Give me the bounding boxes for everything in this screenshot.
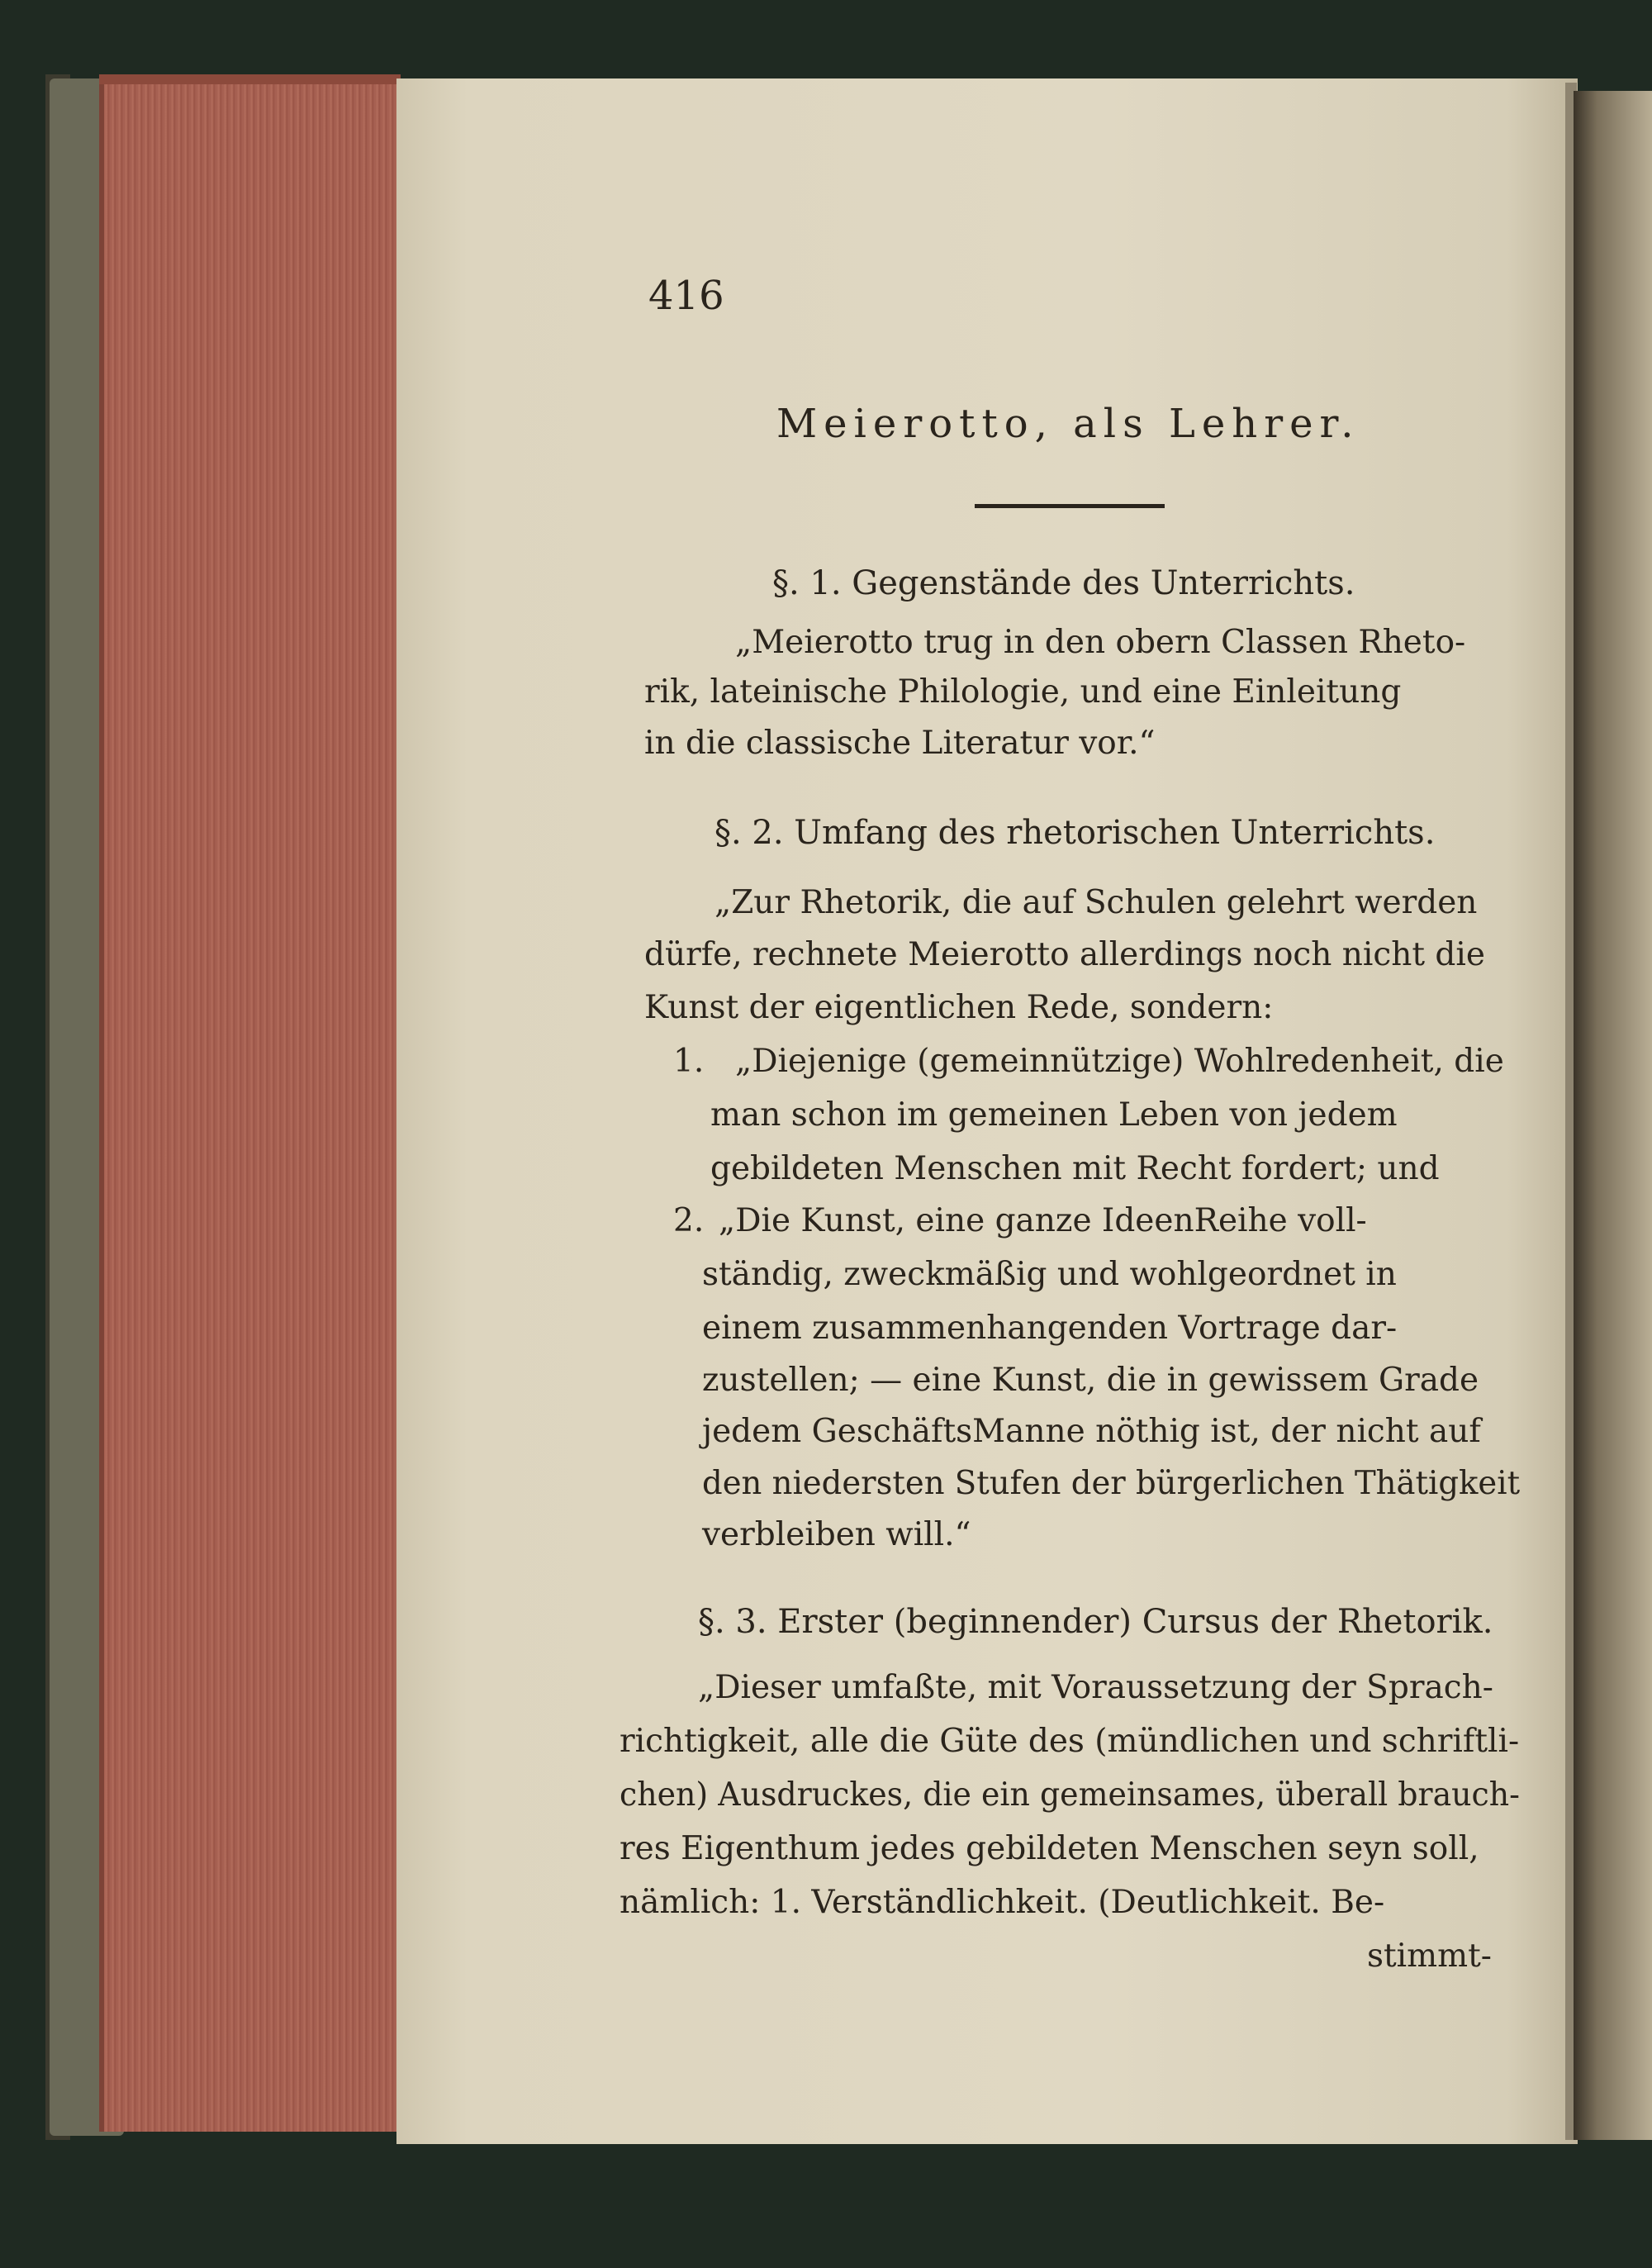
title-rule	[975, 504, 1165, 508]
body-line: „Zur Rhetorik, die auf Schulen gelehrt werden	[714, 884, 1478, 921]
body-line: „Meierotto trug in den obern Classen Rheto-	[735, 624, 1466, 661]
body-line: chen) Ausdruckes, die ein gemeinsames, überall brauch-	[620, 1776, 1520, 1814]
list-number: 1.	[673, 1043, 705, 1080]
list-item-line: ständig, zweckmäßig und wohlgeordnet in	[702, 1256, 1397, 1293]
list-item-line: gebildeten Menschen mit Recht fordert; und	[710, 1150, 1440, 1187]
body-line: rik, lateinische Philologie, und eine Einleitung	[644, 673, 1402, 711]
body-line: „Dieser umfaßte, mit Voraussetzung der Sprach-	[698, 1669, 1493, 1706]
list-item-line: man schon im gemeinen Leben von jedem	[710, 1096, 1398, 1134]
list-item-line: einem zusammenhangenden Vortrage dar-	[702, 1310, 1398, 1347]
page-block-edges	[99, 78, 401, 2132]
page-block-top	[99, 74, 401, 84]
list-item-line: zustellen; — eine Kunst, die in gewissem Grade	[702, 1362, 1479, 1399]
section-heading-2: §. 2. Umfang des rhetorischen Unterrichts.	[714, 814, 1436, 852]
section-heading-3: §. 3. Erster (beginnender) Cursus der Rhetorik.	[698, 1603, 1493, 1641]
list-item-line: den niedersten Stufen der bürgerlichen Thätigkeit	[702, 1465, 1521, 1502]
catchword: stimmt-	[1367, 1938, 1492, 1975]
section-heading-1: §. 1. Gegenstände des Unterrichts.	[772, 564, 1355, 602]
body-line: dürfe, rechnete Meierotto allerdings noch nicht die	[644, 936, 1485, 973]
body-line: richtigkeit, alle die Güte des (mündlichen und schriftli-	[620, 1723, 1520, 1760]
body-line: in die classische Literatur vor.“	[644, 725, 1156, 762]
body-line: res Eigenthum jedes gebildeten Menschen seyn soll,	[620, 1830, 1479, 1867]
list-number: 2.	[673, 1202, 705, 1239]
body-line: nämlich: 1. Verständlichkeit. (Deutlichkeit. Be-	[620, 1884, 1385, 1921]
facing-page-edge	[1574, 91, 1652, 2140]
list-item-line: verbleiben will.“	[702, 1516, 971, 1553]
list-item-line: „Diejenige (gemeinnützige) Wohlredenheit, die	[735, 1043, 1504, 1080]
list-item-line: „Die Kunst, eine ganze IdeenReihe voll-	[719, 1202, 1367, 1239]
page-title: Meierotto, als Lehrer.	[776, 401, 1360, 447]
list-item-line: jedem GeschäftsManne nöthig ist, der nicht auf	[702, 1413, 1481, 1450]
page-number: 416	[648, 273, 724, 319]
body-line: Kunst der eigentlichen Rede, sondern:	[644, 989, 1274, 1026]
